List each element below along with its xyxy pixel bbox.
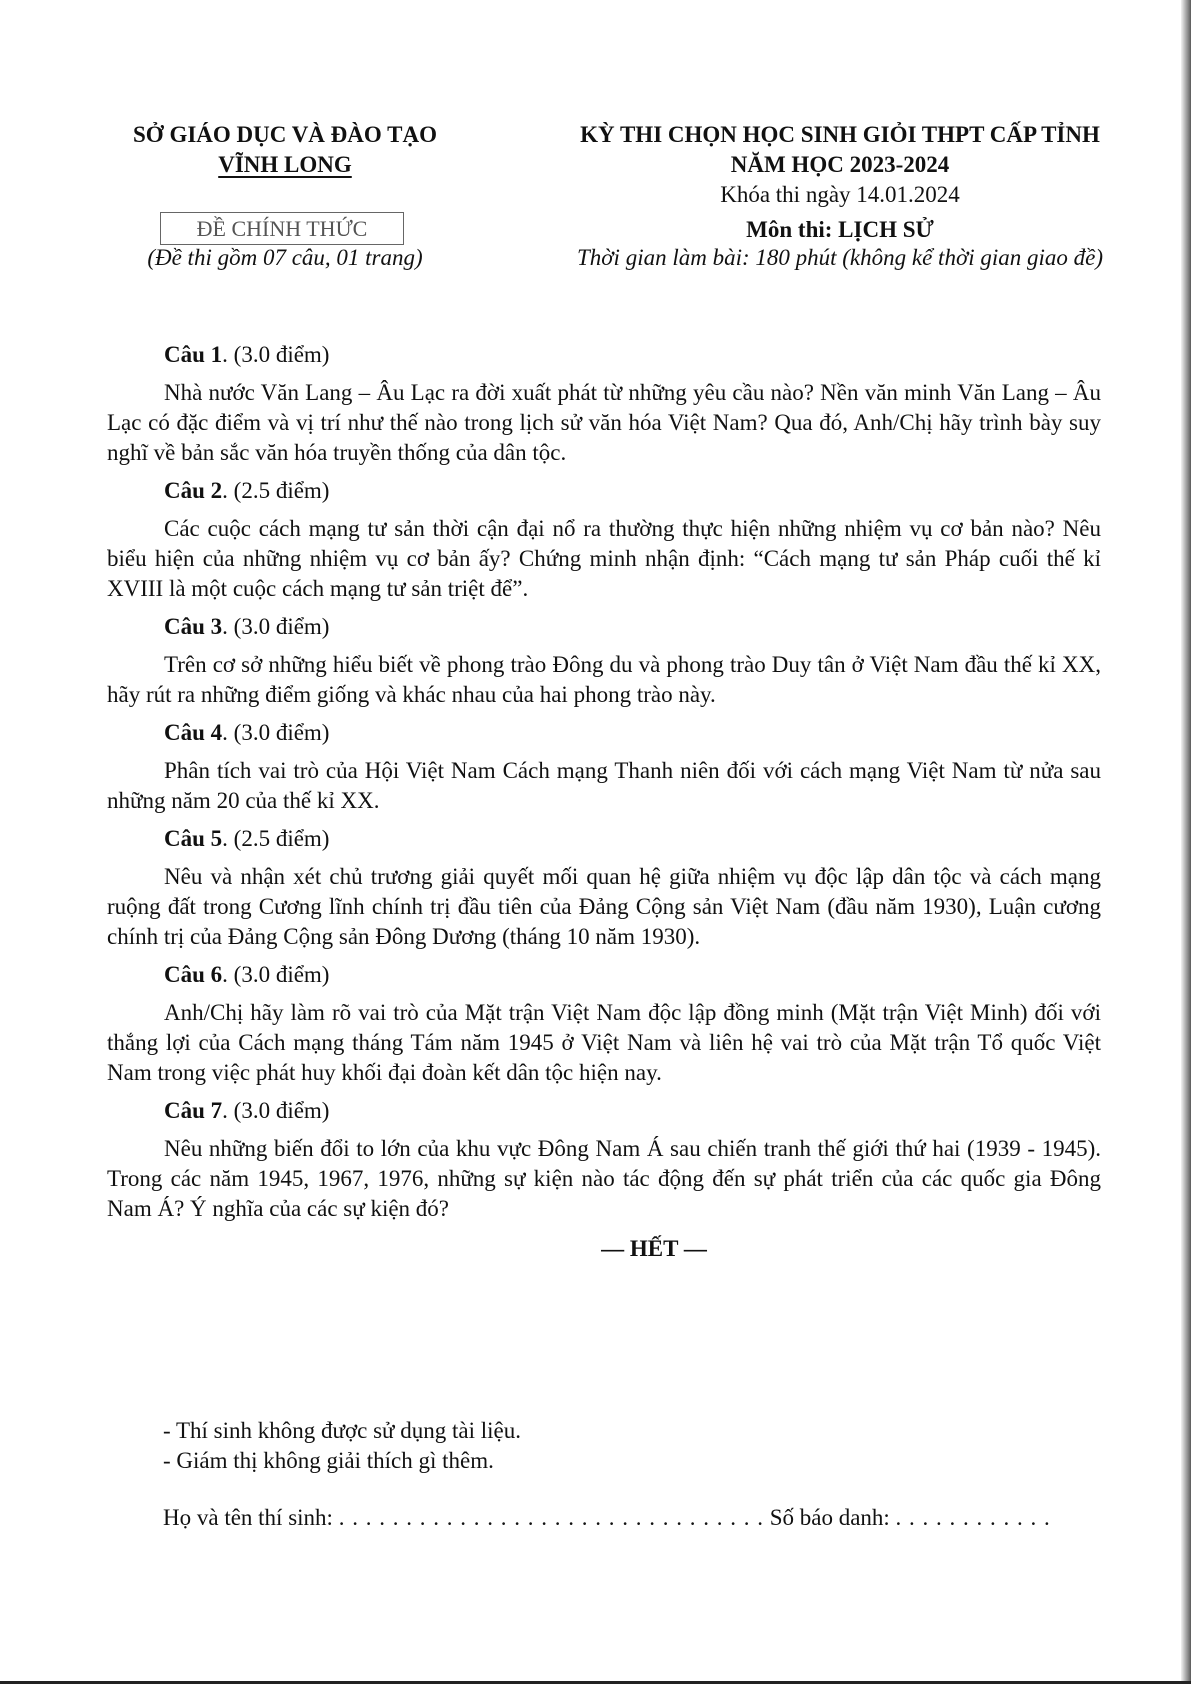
exam-page-note: (Đề thi gồm 07 câu, 01 trang) [147, 245, 423, 270]
question-1 [107, 340, 1101, 468]
note-no-explanation: - Giám thị không giải thích gì thêm. [163, 1448, 494, 1473]
province-name [100, 150, 470, 180]
question-points: . (3.0 điểm) [222, 614, 330, 639]
question-heading [164, 718, 1101, 748]
question-heading [164, 960, 1101, 990]
question-points: . (3.0 điểm) [222, 1098, 330, 1123]
time-limit-note: Thời gian làm bài: 180 phút (không kể thời gian giao đề) [576, 245, 1104, 270]
question-heading [164, 824, 1101, 854]
question-label: Câu 7 [164, 1098, 223, 1123]
question-heading [164, 612, 1101, 642]
question-text: Nêu những biến đổi to lớn của khu vực Đông Nam Á sau chiến tranh thế giới thứ hai (1939 - 1945). Trong các năm 1945, 1967, 1976, những sự kiện nào tác động đến sự phát triển của các quốc gia Đông Nam Á? Ý nghĩa của các sự kiện đó? [107, 1136, 1101, 1221]
exam-header [100, 120, 1104, 300]
official-exam-stamp: ĐỀ CHÍNH THỨC [160, 212, 404, 245]
question-points: . (3.0 điểm) [222, 342, 330, 367]
department-name: SỞ GIÁO DỤC VÀ ĐÀO TẠO [133, 122, 437, 147]
question-points: . (3.0 điểm) [222, 720, 330, 745]
question-text: Phân tích vai trò của Hội Việt Nam Cách mạng Thanh niên đối với cách mạng Việt Nam từ nửa sau những năm 20 của thế kỉ XX. [107, 758, 1101, 813]
exam-date: Khóa thi ngày 14.01.2024 [720, 182, 960, 207]
note-no-materials: - Thí sinh không được sử dụng tài liệu. [163, 1418, 522, 1443]
candidate-name-field: . . . . . . . . . . . . . . . . . . . . . . . . . . . . . . . . [338, 1505, 764, 1530]
questions-section [107, 332, 1101, 1264]
province-name-text: VĨNH LONG [218, 152, 352, 177]
question-heading [164, 1096, 1101, 1126]
question-7 [107, 1096, 1101, 1224]
candidate-info-line [163, 1503, 1083, 1533]
question-text: Nhà nước Văn Lang – Âu Lạc ra đời xuất phát từ những yêu cầu nào? Nền văn minh Văn Lang – Âu Lạc có đặc điểm và vị trí như thế nào trong lịch sử văn hóa Việt Nam? Qua đó, Anh/Chị hãy trình bày suy nghĩ về bản sắc văn hóa truyền thống của dân tộc. [107, 380, 1101, 465]
question-label: Câu 6 [164, 962, 223, 987]
candidate-id-field: . . . . . . . . . . . . [895, 1505, 1051, 1530]
question-2 [107, 476, 1101, 604]
question-label: Câu 5 [164, 826, 223, 851]
question-4 [107, 718, 1101, 816]
question-points: . (2.5 điểm) [222, 478, 330, 503]
question-label: Câu 3 [164, 614, 223, 639]
question-heading [164, 340, 1101, 370]
question-6 [107, 960, 1101, 1088]
question-text: Nêu và nhận xét chủ trương giải quyết mối quan hệ giữa nhiệm vụ độc lập dân tộc và cách mạng ruộng đất trong Cương lĩnh chính trị đầu tiên của Đảng Cộng sản Việt Nam (đầu năm 1930), Luận cương chính trị của Đảng Cộng sản Đông Dương (tháng 10 năm 1930). [107, 864, 1101, 949]
question-5 [107, 824, 1101, 952]
subject-title: Môn thi: LỊCH SỬ [746, 217, 934, 242]
exam-title: KỲ THI CHỌN HỌC SINH GIỎI THPT CẤP TỈNH [580, 122, 1100, 147]
question-label: Câu 4 [164, 720, 223, 745]
question-points: . (3.0 điểm) [222, 962, 330, 987]
question-text: Trên cơ sở những hiểu biết về phong trào Đông du và phong trào Duy tân ở Việt Nam đầu thế kỉ XX, hãy rút ra những điểm giống và khác nhau của hai phong trào này. [107, 652, 1101, 707]
question-text: Các cuộc cách mạng tư sản thời cận đại nổ ra thường thực hiện những nhiệm vụ cơ bản nào? Nêu biểu hiện của những nhiệm vụ cơ bản ấy? Chứng minh nhận định: “Cách mạng tư sản Pháp cuối thế kỉ XVIII là một cuộc cách mạng tư sản triệt để”. [107, 516, 1101, 601]
question-label: Câu 2 [164, 478, 223, 503]
end-of-exam-mark: — HẾT — [601, 1236, 707, 1261]
candidate-id-label: Số báo danh: [769, 1505, 890, 1530]
question-3 [107, 612, 1101, 710]
school-year: NĂM HỌC 2023-2024 [730, 152, 950, 177]
question-points: . (2.5 điểm) [222, 826, 330, 851]
question-heading [164, 476, 1101, 506]
exam-notes [163, 1416, 521, 1476]
question-label: Câu 1 [164, 342, 223, 367]
candidate-name-label: Họ và tên thí sinh: [163, 1505, 333, 1530]
question-text: Anh/Chị hãy làm rõ vai trò của Mặt trận Việt Nam độc lập đồng minh (Mặt trận Việt Minh) đối với thắng lợi của Cách mạng tháng Tám năm 1945 ở Việt Nam và liên hệ vai trò của Mặt trận Tổ quốc Việt Nam trong việc phát huy khối đại đoàn kết dân tộc hiện nay. [107, 1000, 1101, 1085]
